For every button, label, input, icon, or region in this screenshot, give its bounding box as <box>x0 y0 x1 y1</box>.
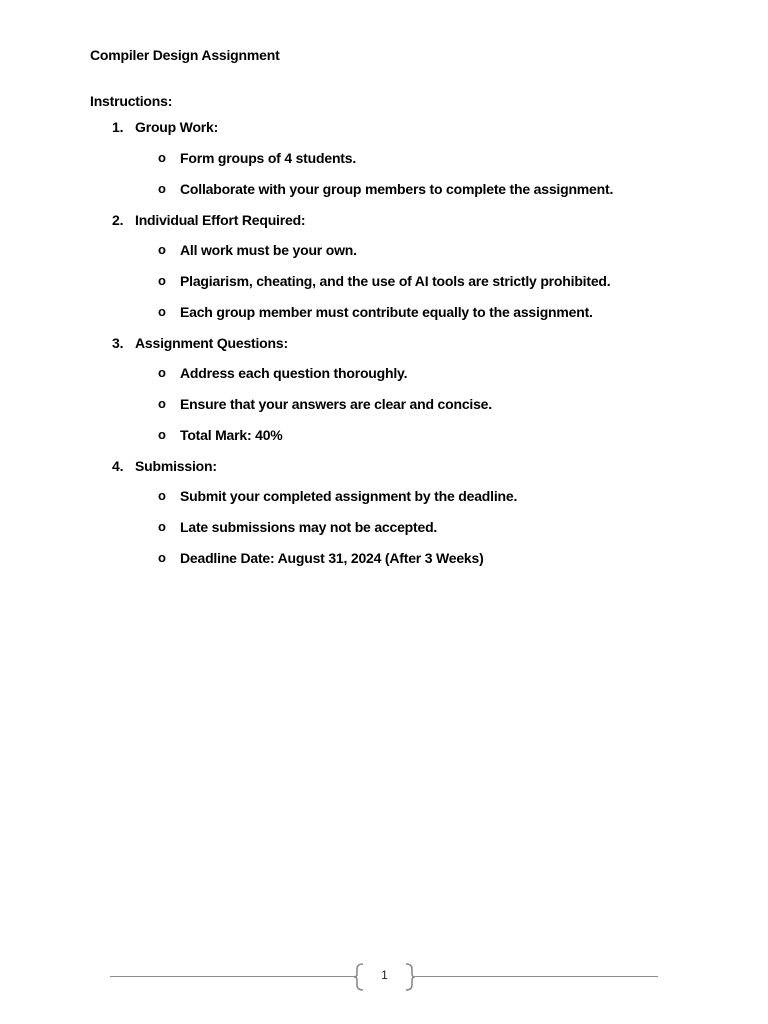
bullet-icon: o <box>158 426 166 442</box>
section-number: 3. <box>112 334 124 351</box>
list-item-text: Address each question thoroughly. <box>180 365 408 382</box>
sub-item-list <box>135 481 710 573</box>
bullet-icon: o <box>158 149 166 165</box>
page-number: 1 <box>381 968 388 982</box>
instructions-list <box>90 112 710 573</box>
list-item-text: Late submissions may not be accepted. <box>180 519 438 536</box>
document-title: Compiler Design Assignment <box>90 47 280 63</box>
instructions-label: Instructions: <box>90 93 173 109</box>
list-item-text: Each group member must contribute equally to the assignment. <box>180 303 593 320</box>
list-item <box>135 266 710 297</box>
sub-item-list <box>135 143 710 205</box>
bullet-icon: o <box>158 395 166 411</box>
footer-divider-left <box>110 976 355 977</box>
list-item <box>135 297 710 328</box>
section-heading: Assignment Questions: <box>135 334 288 351</box>
list-item <box>135 143 710 174</box>
footer-divider-right <box>415 976 658 977</box>
bullet-icon: o <box>158 303 166 319</box>
bullet-icon: o <box>158 272 166 288</box>
list-item <box>135 543 710 574</box>
list-item-text: Deadline Date: August 31, 2024 (After 3 Weeks) <box>180 549 484 566</box>
left-brace-icon <box>353 962 365 992</box>
list-item <box>135 174 710 205</box>
list-item <box>135 389 710 420</box>
list-item-text: All work must be your own. <box>180 242 357 259</box>
list-item-text: Ensure that your answers are clear and concise. <box>180 396 492 413</box>
list-item <box>135 358 710 389</box>
instruction-section <box>90 327 710 450</box>
list-item-text: Collaborate with your group members to complete the assignment. <box>180 180 614 197</box>
instruction-section <box>90 204 710 327</box>
list-item <box>135 512 710 543</box>
bullet-icon: o <box>158 488 166 504</box>
section-number: 1. <box>112 119 124 136</box>
section-number: 4. <box>112 457 124 474</box>
section-heading: Individual Effort Required: <box>135 211 306 228</box>
list-item-text: Submit your completed assignment by the deadline. <box>180 488 518 505</box>
list-item <box>135 420 710 451</box>
sub-item-list <box>135 358 710 450</box>
instruction-section <box>90 450 710 573</box>
bullet-icon: o <box>158 242 166 258</box>
list-item <box>135 481 710 512</box>
bullet-icon: o <box>158 180 166 196</box>
bullet-icon: o <box>158 365 166 381</box>
bullet-icon: o <box>158 549 166 565</box>
instruction-section <box>90 112 710 204</box>
list-item-text: Form groups of 4 students. <box>180 150 357 167</box>
page-footer <box>110 962 658 992</box>
bullet-icon: o <box>158 518 166 534</box>
document-body <box>90 45 710 573</box>
section-number: 2. <box>112 211 124 228</box>
list-item-text: Total Mark: 40% <box>180 426 283 443</box>
sub-item-list <box>135 235 710 327</box>
list-item <box>135 235 710 266</box>
section-heading: Group Work: <box>135 119 219 136</box>
right-brace-icon <box>404 962 416 992</box>
list-item-text: Plagiarism, cheating, and the use of AI tools are strictly prohibited. <box>180 273 611 290</box>
section-heading: Submission: <box>135 457 217 474</box>
